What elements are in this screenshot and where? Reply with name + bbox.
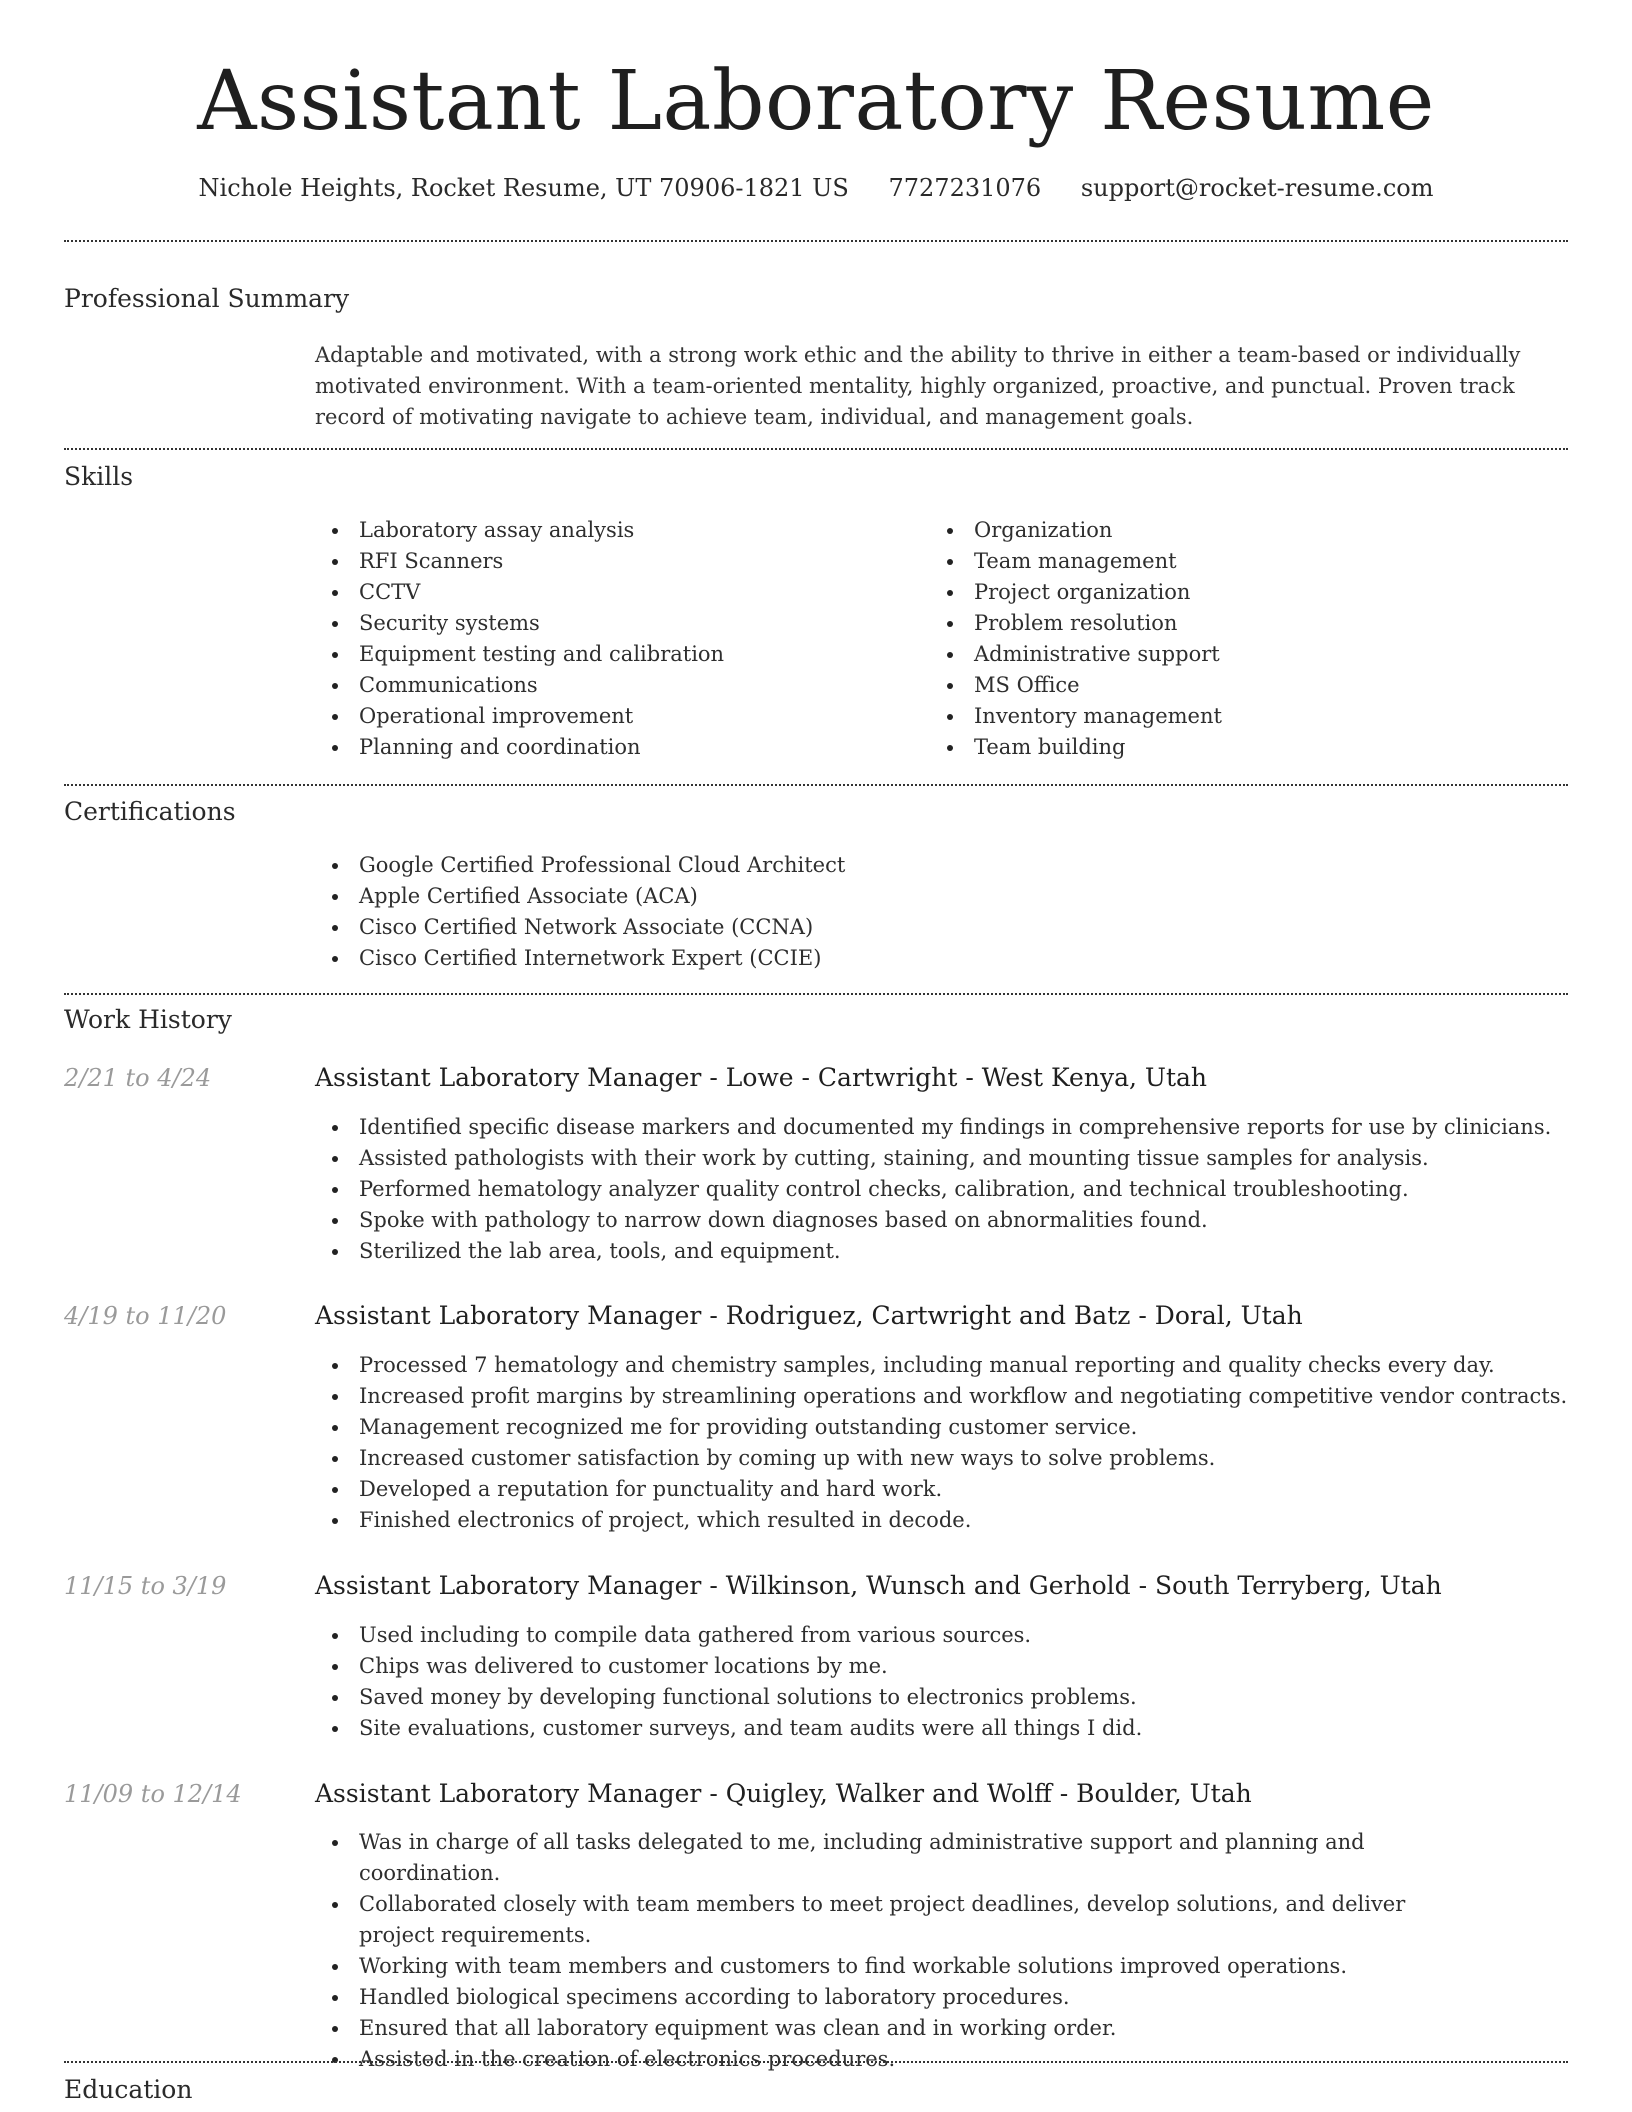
certification-item: Apple Certified Associate (ACA) <box>315 881 1515 912</box>
job-bullet: Spoke with pathology to narrow down diagnoses based on abnormalities found. <box>315 1205 1568 1236</box>
job-title: Assistant Laboratory Manager - Rodriguez, Cartwright and Batz - Doral, Utah <box>315 1301 1303 1330</box>
skill-item: Operational improvement <box>315 701 915 732</box>
job-bullet: Chips was delivered to customer locations by me. <box>315 1651 1568 1682</box>
job-bullet: Ensured that all laboratory equipment was clean and in working order. <box>315 2013 1455 2044</box>
contact-address: Nichole Heights, Rocket Resume, UT 70906-1821 US <box>198 174 849 202</box>
skill-item: Planning and coordination <box>315 732 915 763</box>
contact-email: support@rocket-resume.com <box>1080 174 1434 202</box>
job-bullet: Increased profit margins by streamlining operations and workflow and negotiating competitive vendor contracts. <box>315 1381 1568 1412</box>
job-title: Assistant Laboratory Manager - Lowe - Cartwright - West Kenya, Utah <box>315 1063 1207 1092</box>
section-divider <box>64 2061 1568 2063</box>
certification-item: Cisco Certified Network Associate (CCNA) <box>315 912 1515 943</box>
job-bullet: Performed hematology analyzer quality control checks, calibration, and technical troubleshooting. <box>315 1174 1568 1205</box>
job-title: Assistant Laboratory Manager - Quigley, Walker and Wolff - Boulder, Utah <box>315 1779 1252 1808</box>
contact-line <box>0 172 1632 204</box>
skill-item: Problem resolution <box>930 608 1530 639</box>
skill-item: MS Office <box>930 670 1530 701</box>
section-heading-work-history: Work History <box>64 1005 232 1034</box>
job-bullet: Management recognized me for providing outstanding customer service. <box>315 1412 1568 1443</box>
section-divider <box>64 993 1568 995</box>
skill-item: Administrative support <box>930 639 1530 670</box>
job-bullets <box>315 1350 1568 1536</box>
certification-item: Google Certified Professional Cloud Architect <box>315 850 1515 881</box>
skill-item: CCTV <box>315 577 915 608</box>
job-bullet: Working with team members and customers to find workable solutions improved operations. <box>315 1951 1455 1982</box>
job-bullets <box>315 1827 1455 2075</box>
section-heading-certifications: Certifications <box>64 797 236 826</box>
summary-text: Adaptable and motivated, with a strong work ethic and the ability to thrive in either a team-based or individually motivated environment. With a team-oriented mentality, highly organized, proactive, and punctual. Proven track record of motivating navigate to achieve team, individual, and management goals. <box>315 343 1521 429</box>
job-bullet: Sterilized the lab area, tools, and equipment. <box>315 1236 1568 1267</box>
job-bullet: Site evaluations, customer surveys, and team audits were all things I did. <box>315 1713 1568 1744</box>
skill-item: Equipment testing and calibration <box>315 639 915 670</box>
certifications-list <box>315 850 1515 974</box>
job-bullet: Handled biological specimens according to laboratory procedures. <box>315 1982 1455 2013</box>
skill-item: Team management <box>930 546 1530 577</box>
contact-phone: 7727231076 <box>888 174 1042 202</box>
job-dates: 11/09 to 12/14 <box>64 1780 242 1808</box>
job-bullet: Increased customer satisfaction by coming up with new ways to solve problems. <box>315 1443 1568 1474</box>
section-divider <box>64 240 1568 242</box>
job-bullet: Was in charge of all tasks delegated to me, including administrative support and planning and coordination. <box>315 1827 1455 1889</box>
section-heading-education: Education <box>64 2075 193 2104</box>
job-bullet: Saved money by developing functional solutions to electronics problems. <box>315 1682 1568 1713</box>
job-bullets <box>315 1112 1568 1267</box>
section-heading-skills: Skills <box>64 462 134 491</box>
job-bullets <box>315 1620 1568 1744</box>
skill-item: Inventory management <box>930 701 1530 732</box>
section-heading-summary: Professional Summary <box>64 284 350 313</box>
job-bullet: Assisted in the creation of electronics procedures. <box>315 2044 1455 2075</box>
job-title: Assistant Laboratory Manager - Wilkinson, Wunsch and Gerhold - South Terryberg, Utah <box>315 1571 1442 1600</box>
certification-item: Cisco Certified Internetwork Expert (CCIE) <box>315 943 1515 974</box>
job-bullet: Processed 7 hematology and chemistry samples, including manual reporting and quality checks every day. <box>315 1350 1568 1381</box>
skill-item: Project organization <box>930 577 1530 608</box>
skill-item: Security systems <box>315 608 915 639</box>
section-divider <box>64 784 1568 786</box>
job-bullet: Collaborated closely with team members to meet project deadlines, develop solutions, and deliver project requirements. <box>315 1889 1455 1951</box>
job-bullet: Assisted pathologists with their work by cutting, staining, and mounting tissue samples for analysis. <box>315 1143 1568 1174</box>
job-bullet: Used including to compile data gathered from various sources. <box>315 1620 1568 1651</box>
skill-item: Communications <box>315 670 915 701</box>
skills-list-right <box>930 515 1530 763</box>
skill-item: Laboratory assay analysis <box>315 515 915 546</box>
skill-item: Organization <box>930 515 1530 546</box>
job-dates: 2/21 to 4/24 <box>64 1064 212 1092</box>
job-dates: 4/19 to 11/20 <box>64 1302 227 1330</box>
job-bullet: Identified specific disease markers and documented my findings in comprehensive reports for use by clinicians. <box>315 1112 1568 1143</box>
skill-item: Team building <box>930 732 1530 763</box>
skill-item: RFI Scanners <box>315 546 915 577</box>
skills-list-left <box>315 515 915 763</box>
page-title: Assistant Laboratory Resume <box>197 54 1435 149</box>
job-bullet: Finished electronics of project, which resulted in decode. <box>315 1505 1568 1536</box>
job-dates: 11/15 to 3/19 <box>64 1572 227 1600</box>
section-divider <box>64 448 1568 450</box>
job-bullet: Developed a reputation for punctuality and hard work. <box>315 1474 1568 1505</box>
